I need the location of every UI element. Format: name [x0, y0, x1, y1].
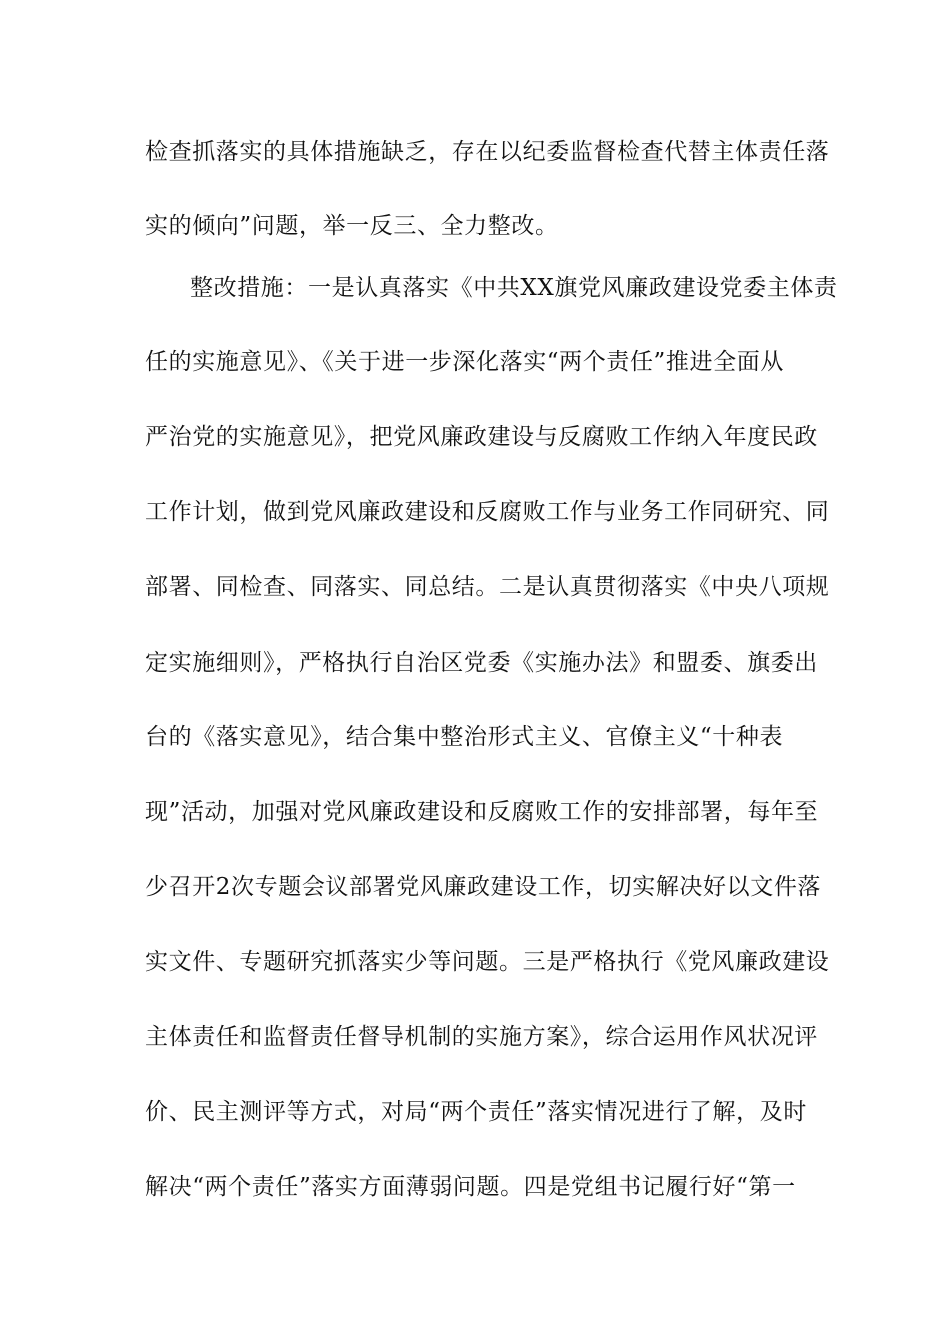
text-line-15: 解决“两个责任”落实方面薄弱问题。四是党组书记履行好“第一: [145, 1174, 796, 1200]
text-line-14: 价、民主测评等方式，对局“两个责任”落实情况进行了解，及时: [145, 1099, 807, 1125]
text-line-12: 实文件、专题研究抓落实少等问题。三是严格执行《党风廉政建设: [145, 949, 830, 975]
text-line-11: 少召开2次专题会议部署党风廉政建设工作，切实解决好以文件落: [145, 874, 822, 900]
paragraph-start-line: 整改措施：一是认真落实《中共XX旗党风廉政建设党委主体责: [190, 275, 838, 301]
text-line-10: 现”活动，加强对党风廉政建设和反腐败工作的安排部署，每年至: [145, 799, 819, 825]
text-line-2: 实的倾向”问题，举一反三、全力整改。: [145, 213, 559, 239]
text-line-5: 严治党的实施意见》，把党风廉政建设与反腐败工作纳入年度民政: [145, 424, 818, 450]
text-line-1: 检查抓落实的具体措施缺乏，存在以纪委监督检查代替主体责任落: [145, 139, 830, 165]
text-line-4: 任的实施意见》、《关于进一步深化落实“两个责任”推进全面从: [145, 349, 784, 375]
text-line-9: 台的《落实意见》，结合集中整治形式主义、官僚主义“十种表: [145, 724, 784, 750]
text-line-6: 工作计划，做到党风廉政建设和反腐败工作与业务工作同研究、同: [145, 499, 830, 525]
text-line-13: 主体责任和监督责任督导机制的实施方案》，综合运用作风状况评: [145, 1024, 818, 1050]
text-line-7: 部署、同检查、同落实、同总结。二是认真贯彻落实《中央八项规: [145, 574, 830, 600]
text-line-8: 定实施细则》，严格执行自治区党委《实施办法》和盟委、旗委出: [145, 650, 818, 676]
